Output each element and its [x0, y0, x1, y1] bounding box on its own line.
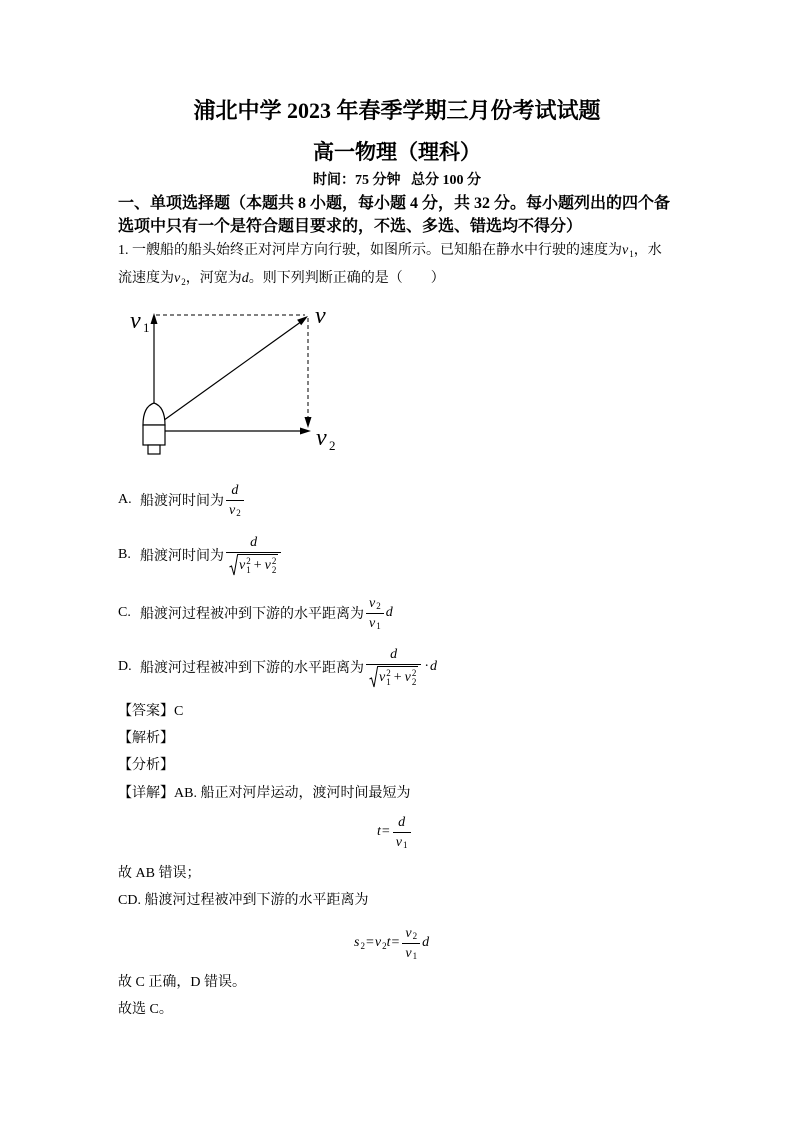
math-subscript: 2: [181, 277, 186, 287]
math-var: v: [264, 558, 271, 573]
plus-sign: +: [253, 558, 262, 573]
math-subscript: 2: [412, 930, 418, 941]
question-text: 。则下列判断正确的是（ ）: [248, 271, 445, 286]
math-subscript: 1: [376, 620, 381, 631]
fraction-denominator: [402, 943, 420, 962]
math-subscript: 1: [246, 564, 251, 575]
boat-stern: [148, 445, 160, 454]
label-v2: v: [316, 425, 327, 451]
boat-bow: [143, 403, 165, 425]
option-label: D.: [118, 659, 132, 674]
math-superscript: 2: [386, 667, 391, 678]
math-var: v: [229, 502, 236, 518]
math-var: d: [398, 814, 406, 830]
fraction: [393, 814, 411, 851]
math-superscript: 2: [246, 555, 251, 566]
math-subscript: 2: [360, 941, 365, 951]
fraction: [402, 925, 420, 962]
option-text: 船渡河时间为: [140, 549, 224, 564]
math-var: d: [430, 659, 438, 674]
math-var: t: [377, 824, 381, 839]
sup-sub-stack: [412, 669, 417, 687]
answer-line: 【答案】C: [118, 704, 184, 719]
question-text: ，水: [633, 243, 662, 258]
formula-time: [377, 812, 413, 852]
fraction-denominator: [366, 613, 384, 632]
math-subscript: 2: [411, 676, 417, 687]
sup-sub-stack: [246, 557, 251, 575]
question-line-1: [118, 241, 662, 261]
square-root: [369, 666, 418, 688]
conclusion-ab: 故 AB 错误；: [118, 866, 201, 881]
equals-sign: =: [391, 935, 400, 950]
math-var: d: [250, 535, 258, 550]
radicand: [238, 554, 278, 576]
math-var: v: [174, 271, 181, 286]
math-var: v: [369, 595, 376, 611]
option-text: 船渡河过程被冲到下游的水平距离为: [140, 607, 364, 622]
analysis-label: 【解析】: [118, 731, 174, 746]
fraction-denominator: [226, 500, 244, 519]
option-label: C.: [118, 605, 131, 620]
radical-sign: [369, 666, 378, 688]
fraction: [226, 482, 244, 519]
fraction: [226, 534, 281, 576]
conclusion-cd: 故 C 正确，D 错误。: [118, 975, 246, 990]
math-subscript: 2: [236, 507, 241, 518]
sup-sub-stack: [386, 669, 391, 687]
math-subscript: 1: [403, 839, 408, 850]
page-subtitle: 高一物理（理科）: [313, 140, 481, 164]
velocity-diagram: [120, 298, 340, 460]
section-heading-line-2: 选项中只有一个是符合题目要求的，不选、多选、错选均不得分）: [118, 218, 583, 235]
fraction-numerator: [402, 925, 420, 943]
math-var: v: [374, 935, 382, 950]
fraction: [366, 595, 384, 632]
math-var: d: [231, 482, 239, 498]
page-title: 浦北中学 2023 年春季学期三月份考试试题: [193, 98, 601, 123]
option-b: [118, 531, 283, 579]
fraction-numerator: [247, 534, 260, 552]
formula-distance: [354, 923, 429, 963]
math-subscript: 2: [382, 941, 387, 951]
math-var: v: [239, 558, 246, 573]
v2-arrowhead: [300, 428, 311, 435]
math-var: t: [386, 935, 391, 950]
math-subscript: 2: [376, 600, 381, 611]
math-subscript: 2: [271, 564, 277, 575]
math-var: d: [385, 605, 393, 620]
option-label: A.: [118, 492, 132, 507]
breakdown-label: 【分析】: [118, 758, 174, 773]
math-var: d: [390, 647, 398, 662]
v-arrow-line: [160, 323, 300, 424]
math-subscript: 1: [386, 676, 391, 687]
boat-hull: [143, 425, 165, 445]
option-c: [118, 593, 393, 633]
radical-sign: [229, 554, 238, 576]
final-answer: 故选 C。: [118, 1002, 173, 1017]
label-v1: v: [130, 308, 141, 334]
math-var: v: [369, 615, 376, 631]
fraction-denominator: [226, 552, 281, 576]
math-var: v: [404, 670, 411, 685]
question-text: ，河宽为: [185, 271, 242, 286]
option-text: 船渡河时间为: [140, 494, 224, 509]
math-superscript: 2: [411, 667, 417, 678]
right-dashed-arrowhead: [305, 417, 312, 428]
equals-sign: =: [365, 935, 374, 950]
math-var: d: [241, 271, 249, 286]
math-var: v: [405, 925, 412, 941]
option-text: 船渡河过程被冲到下游的水平距离为: [140, 661, 364, 676]
math-superscript: 2: [271, 555, 277, 566]
detail-ab-line: 【详解】AB. 船正对河岸运动，渡河时间最短为: [118, 786, 411, 801]
equals-sign: =: [381, 824, 390, 839]
math-var: v: [405, 945, 412, 961]
fraction-numerator: [387, 646, 400, 664]
math-subscript: 1: [412, 950, 418, 961]
sup-sub-stack: [272, 557, 277, 575]
label-v: v: [315, 303, 326, 329]
label-v2-subscript: 2: [329, 438, 336, 453]
label-v1-subscript: 1: [143, 320, 150, 335]
section-heading-line-1: 一、单项选择题（本题共 8 小题，每小题 4 分，共 32 分。每小题列出的四个备: [118, 195, 671, 212]
option-d: [118, 643, 437, 691]
fraction-numerator: [395, 814, 408, 832]
option-a: [118, 480, 246, 520]
question-line-2: [118, 269, 445, 289]
question-text: 流速度为: [118, 271, 174, 286]
square-root: [229, 554, 278, 576]
math-var: v: [622, 243, 629, 258]
exam-meta: 时间：75 分钟 总分 100 分: [313, 173, 481, 188]
boat: [143, 403, 165, 454]
detail-cd-line: CD. 船渡河过程被冲到下游的水平距离为: [118, 893, 369, 908]
math-subscript: 1: [629, 249, 634, 259]
math-var: s: [354, 935, 360, 950]
multiply-dot: ·: [424, 659, 430, 674]
math-var: v: [379, 670, 386, 685]
fraction-numerator: [228, 482, 241, 500]
fraction-denominator: [366, 664, 421, 688]
fraction-denominator: [393, 832, 411, 851]
plus-sign: +: [393, 670, 402, 685]
fraction: [366, 646, 421, 688]
radicand: [378, 666, 418, 688]
fraction-numerator: [366, 595, 384, 613]
option-label: B.: [118, 547, 131, 562]
question-text: 1. 一艘船的船头始终正对河岸方向行驶，如图所示。已知船在静水中行驶的速度为: [118, 243, 622, 258]
math-var: d: [422, 935, 430, 950]
math-var: v: [395, 834, 403, 850]
